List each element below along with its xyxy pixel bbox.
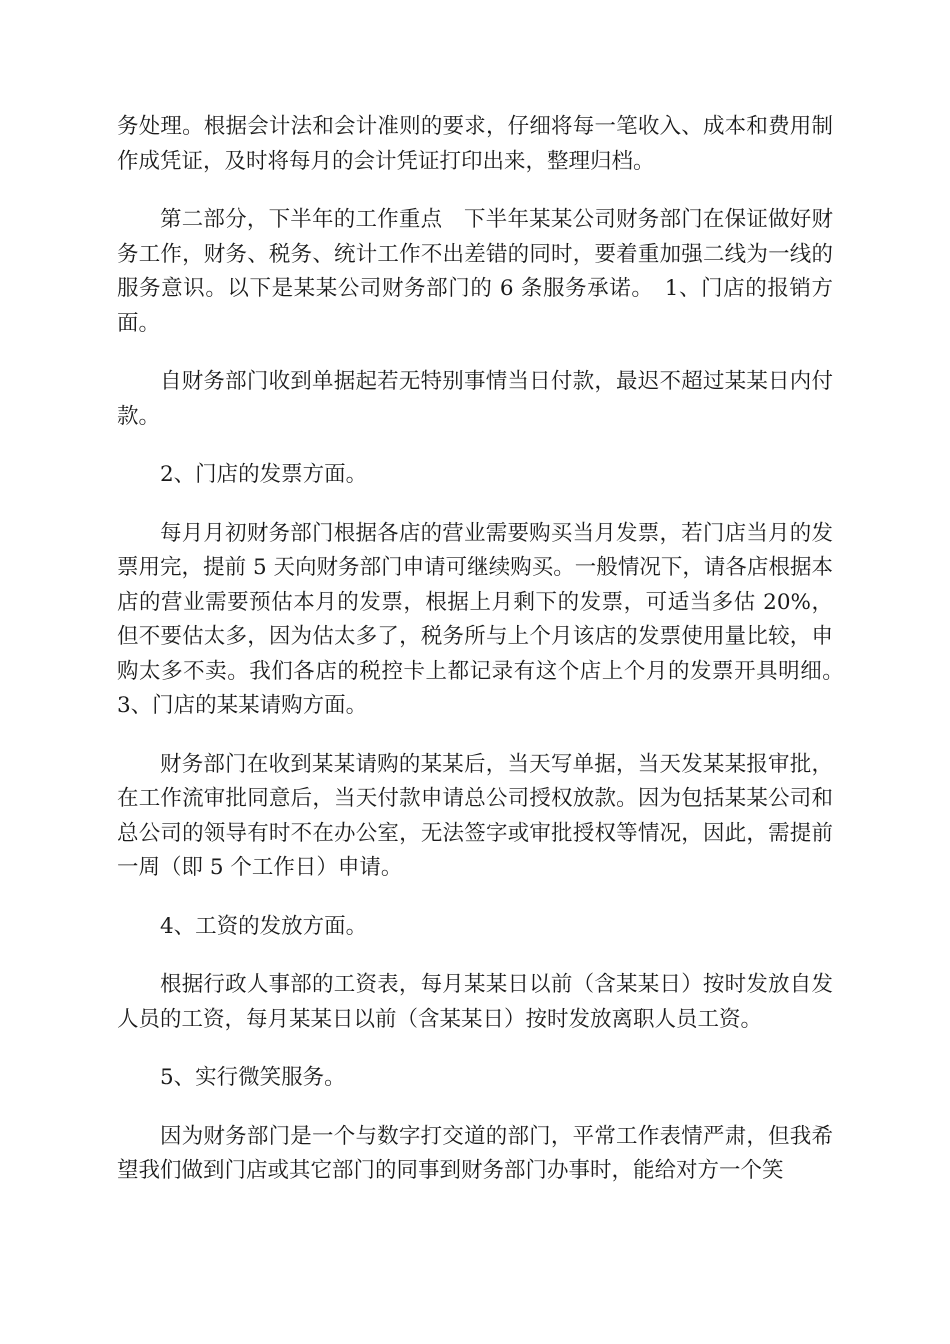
paragraph-salary: 根据行政人事部的工资表，每月某某日以前（含某某日）按时发放自发人员的工资，每月某某日以前（含某某日）按时发放离职人员工资。 xyxy=(117,972,833,1032)
paragraph-second-part: 第二部分，下半年的工作重点 下半年某某公司财务部门在保证做好财务工作，财务、税务、统计工作不出差错的同时，要着重加强二线为一线的服务意识。以下是某某公司财务部门的 6 条服务承诺。 1、门店的报销方面。 xyxy=(117,207,833,336)
paragraph-invoice: 每月月初财务部门根据各店的营业需要购买当月发票，若门店当月的发票用完，提前 5 天向财务部门申请可继续购买。一般情况下，请各店根据本店的营业需要预估本月的发票，根据上月剩下的发票，可适当多估 20%，但不要估太多，因为估太多了，税务所与上个月该店的发票使用量比较，申购太多不卖。我们各店的税控卡上都记录有这个店上个月的发票开具明细。 3、门店的某某请购方面。 xyxy=(117,520,855,718)
paragraph-continuation: 务处理。根据会计法和会计准则的要求，仔细将每一笔收入、成本和费用制作成凭证，及时将每月的会计凭证打印出来，整理归档。 xyxy=(117,114,833,174)
paragraph-purchase-request: 财务部门在收到某某请购的某某后，当天写单据，当天发某某报审批，在工作流审批同意后，当天付款申请总公司授权放款。因为包括某某公司和总公司的领导有时不在办公室，无法签字或审批授权等情况，因此，需提前一周（即 5 个工作日）申请。 xyxy=(117,751,833,880)
document-body xyxy=(117,110,855,1213)
heading-salary: 4、工资的发放方面。 xyxy=(160,913,368,939)
paragraph-smile-service: 因为财务部门是一个与数字打交道的部门，平常工作表情严肃，但我希望我们做到门店或其它部门的同事到财务部门办事时，能给对方一个笑 xyxy=(117,1123,833,1183)
heading-invoice: 2、门店的发票方面。 xyxy=(160,462,368,487)
heading-smile-service: 5、实行微笑服务。 xyxy=(160,1065,346,1090)
paragraph-reimbursement: 自财务部门收到单据起若无特别事情当日付款，最迟不超过某某日内付款。 xyxy=(117,369,833,429)
